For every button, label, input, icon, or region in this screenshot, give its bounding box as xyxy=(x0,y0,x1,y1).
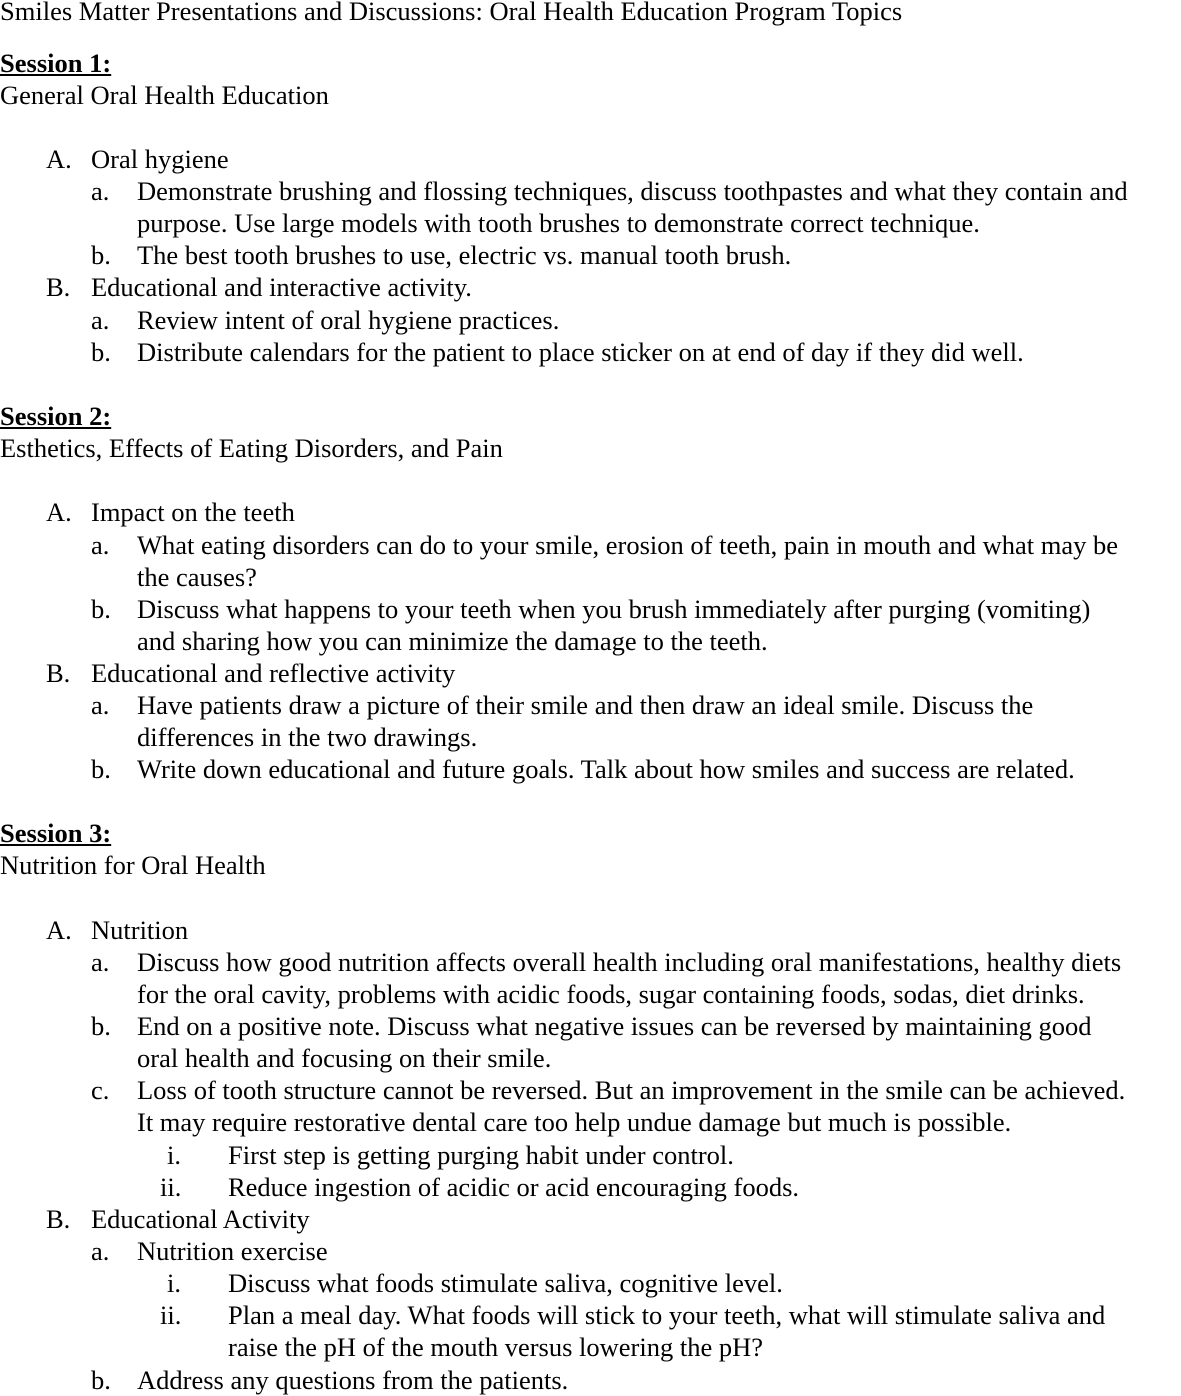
list-item-line: What eating disorders can do to your smile, erosion of teeth, pain in mouth and what may be xyxy=(137,530,1118,560)
list-item-line: Nutrition exercise xyxy=(137,1236,328,1266)
list-marker: b. xyxy=(91,1011,111,1041)
list-marker: b. xyxy=(91,240,111,270)
document-title: Smiles Matter Presentations and Discussions: Oral Health Education Program Topics xyxy=(0,0,903,26)
list-marker: c. xyxy=(91,1075,110,1105)
list-marker: A. xyxy=(46,915,72,945)
section-heading: Impact on the teeth xyxy=(91,497,295,527)
list-item-line: Discuss what happens to your teeth when you brush immediately after purging (vomiting) xyxy=(137,594,1091,624)
section-heading: Nutrition xyxy=(91,915,189,945)
session-1-heading: Session 1: xyxy=(0,48,112,78)
list-item-line: First step is getting purging habit under control. xyxy=(228,1140,734,1170)
list-item-line: Discuss what foods stimulate saliva, cognitive level. xyxy=(228,1268,783,1298)
list-item-line: raise the pH of the mouth versus lowering the pH? xyxy=(228,1332,764,1362)
session-2-heading: Session 2: xyxy=(0,401,112,431)
list-marker: a. xyxy=(91,305,110,335)
list-item-line: Discuss how good nutrition affects overall health including oral manifestations, healthy diets xyxy=(137,947,1122,977)
list-marker: a. xyxy=(91,530,110,560)
list-item-line: The best tooth brushes to use, electric vs. manual tooth brush. xyxy=(137,240,792,270)
list-marker: A. xyxy=(46,497,72,527)
list-marker: b. xyxy=(91,594,111,624)
session-3-heading: Session 3: xyxy=(0,818,112,848)
list-marker: a. xyxy=(91,1236,110,1266)
list-item-line: Demonstrate brushing and flossing techniques, discuss toothpastes and what they contain and xyxy=(137,176,1128,206)
list-item-line: It may require restorative dental care too help undue damage but much is possible. xyxy=(137,1107,1012,1137)
section-heading: Educational Activity xyxy=(91,1204,310,1234)
list-item-line: and sharing how you can minimize the damage to the teeth. xyxy=(137,626,768,656)
list-item-line: for the oral cavity, problems with acidic foods, sugar containing foods, sodas, diet drinks. xyxy=(137,979,1085,1009)
list-item-line: Address any questions from the patients. xyxy=(137,1365,569,1395)
list-marker: B. xyxy=(46,1204,71,1234)
list-marker: i. xyxy=(167,1140,181,1170)
list-marker: i. xyxy=(167,1268,181,1298)
list-marker: ii. xyxy=(160,1300,182,1330)
list-marker: a. xyxy=(91,690,110,720)
list-item-line: Review intent of oral hygiene practices. xyxy=(137,305,560,335)
list-item-line: Plan a meal day. What foods will stick to your teeth, what will stimulate saliva and xyxy=(228,1300,1106,1330)
list-marker: B. xyxy=(46,272,71,302)
list-marker: b. xyxy=(91,754,111,784)
list-item-line: Have patients draw a picture of their smile and then draw an ideal smile. Discuss the xyxy=(137,690,1034,720)
list-item-line: Distribute calendars for the patient to place sticker on at end of day if they did well. xyxy=(137,337,1024,367)
list-item-line: purpose. Use large models with tooth brushes to demonstrate correct technique. xyxy=(137,208,980,238)
list-marker: b. xyxy=(91,1365,111,1395)
session-2-subtitle: Esthetics, Effects of Eating Disorders, and Pain xyxy=(0,433,503,463)
list-marker: ii. xyxy=(160,1172,182,1202)
list-item-line: oral health and focusing on their smile. xyxy=(137,1043,552,1073)
session-3-subtitle: Nutrition for Oral Health xyxy=(0,850,266,880)
list-marker: B. xyxy=(46,658,71,688)
list-item-line: Write down educational and future goals. Talk about how smiles and success are related. xyxy=(137,754,1075,784)
list-item-line: Reduce ingestion of acidic or acid encouraging foods. xyxy=(228,1172,800,1202)
section-heading: Educational and interactive activity. xyxy=(91,272,472,302)
list-item-line: differences in the two drawings. xyxy=(137,722,478,752)
section-heading: Oral hygiene xyxy=(91,144,229,174)
list-marker: A. xyxy=(46,144,72,174)
section-heading: Educational and reflective activity xyxy=(91,658,456,688)
list-item-line: the causes? xyxy=(137,562,257,592)
list-marker: b. xyxy=(91,337,111,367)
list-marker: a. xyxy=(91,947,110,977)
list-item-line: End on a positive note. Discuss what negative issues can be reversed by maintaining good xyxy=(137,1011,1092,1041)
list-item-line: Loss of tooth structure cannot be reversed. But an improvement in the smile can be achieved. xyxy=(137,1075,1126,1105)
list-marker: a. xyxy=(91,176,110,206)
session-1-subtitle: General Oral Health Education xyxy=(0,80,329,110)
